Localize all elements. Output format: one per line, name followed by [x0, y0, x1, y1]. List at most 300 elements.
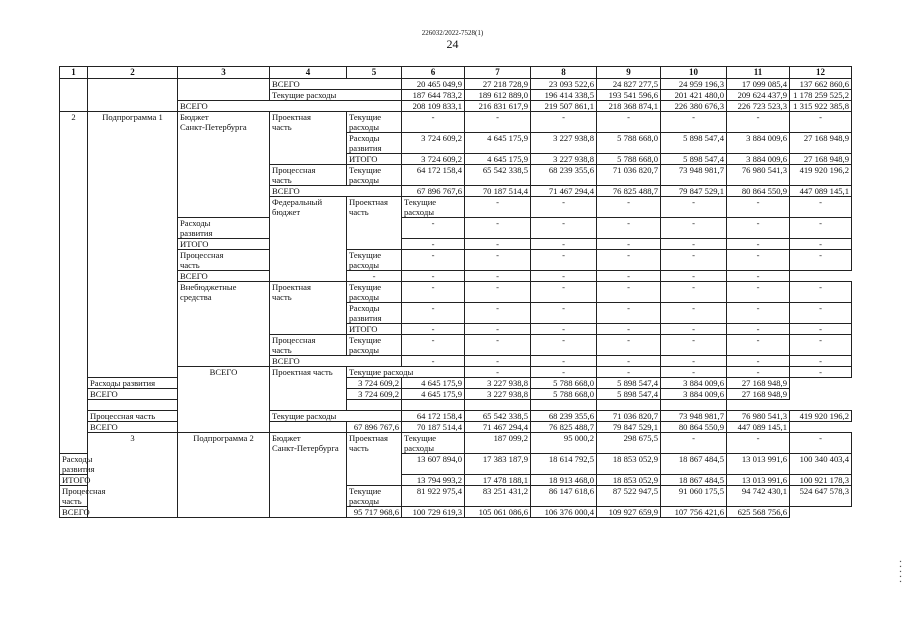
cell-text: - — [431, 303, 435, 313]
table-row — [60, 271, 852, 282]
value-cell — [402, 154, 465, 165]
value-cell — [790, 165, 852, 186]
cell-text: 3 227 938,8 — [487, 378, 528, 388]
cell-text: развития — [62, 464, 95, 474]
value-cell — [402, 422, 465, 433]
cell-text: - — [431, 335, 435, 345]
cell-text: - — [819, 218, 822, 228]
cell-text: - — [692, 335, 695, 345]
value-cell — [531, 475, 597, 486]
value-cell — [465, 165, 531, 186]
cell-text: 76 825 488,7 — [612, 186, 658, 196]
cell-text: - — [431, 218, 435, 228]
cell-text: 13 607 894,0 — [416, 454, 462, 464]
header-row — [60, 67, 852, 79]
cell-text: 79 847 529,1 — [678, 186, 724, 196]
value-cell — [531, 154, 597, 165]
dash-cell — [790, 239, 852, 250]
cell-text: - — [431, 239, 435, 249]
cell-text: 3 724 609,2 — [421, 133, 462, 143]
cell-text: 18 853 052,9 — [612, 454, 658, 464]
value-cell — [727, 101, 790, 112]
cell-text: - — [756, 303, 760, 313]
value-cell — [727, 433, 790, 454]
cell-text: 5 898 547,4 — [683, 133, 724, 143]
cell-text: Бюджет — [272, 433, 301, 443]
cell-text: - — [496, 303, 499, 313]
table-cell — [88, 433, 178, 518]
cell-text: Санкт-Петербурга — [272, 443, 339, 453]
cell-text: 226 380 676,3 — [674, 101, 724, 111]
value-cell — [661, 475, 727, 486]
cell-text: - — [692, 197, 695, 207]
dash-cell — [727, 239, 790, 250]
table-row — [60, 389, 852, 400]
cell-text: 193 541 596,6 — [608, 90, 658, 100]
value-cell — [531, 454, 597, 475]
cell-text: часть — [272, 345, 292, 355]
cell-text: 27 168 948,9 — [741, 389, 787, 399]
table-row — [60, 378, 852, 389]
cell-text: 24 959 196,3 — [678, 79, 724, 89]
value-cell — [661, 486, 727, 507]
cell-text: 3 884 009,6 — [746, 154, 787, 164]
table-row — [60, 367, 852, 378]
cell-text: - — [431, 282, 435, 292]
value-cell — [727, 422, 790, 433]
table-cell — [178, 271, 347, 282]
cell-text: - — [496, 250, 499, 260]
dash-cell — [531, 335, 597, 356]
value-cell — [597, 507, 661, 518]
cell-text: - — [496, 367, 499, 377]
cell-text: 106 376 000,4 — [544, 507, 594, 517]
value-cell — [597, 389, 661, 400]
value-cell — [661, 422, 727, 433]
cell-text: - — [431, 112, 435, 122]
cell-text: - — [692, 271, 695, 281]
dash-cell — [790, 335, 852, 356]
cell-text: - — [756, 239, 760, 249]
value-cell — [465, 186, 531, 197]
cell-text: - — [627, 271, 630, 281]
cell-text: ВСЕГО — [272, 356, 300, 366]
value-cell — [661, 433, 727, 454]
cell-text: 2 — [130, 67, 135, 77]
cell-text: 5 788 668,0 — [617, 133, 658, 143]
dash-cell — [465, 282, 531, 303]
cell-text: ВСЕГО — [62, 507, 90, 517]
cell-text: расходы — [404, 207, 434, 217]
dash-cell — [597, 239, 661, 250]
table-cell — [347, 133, 402, 154]
dash-cell — [402, 356, 465, 367]
cell-text: - — [756, 335, 760, 345]
value-cell — [402, 411, 465, 422]
cell-text: Текущие — [349, 112, 382, 122]
cell-text: 3 884 009,6 — [683, 378, 724, 388]
value-cell — [402, 378, 465, 389]
cell-text: - — [627, 335, 630, 345]
dash-cell — [661, 303, 727, 324]
cell-text: - — [756, 282, 760, 292]
cell-text: - — [496, 239, 499, 249]
cell-text: - — [496, 271, 499, 281]
cell-text: Процессная — [62, 486, 106, 496]
cell-text: 3 227 938,8 — [553, 154, 594, 164]
cell-text: - — [372, 271, 376, 281]
cell-text: 23 093 522,6 — [548, 79, 594, 89]
table-cell — [347, 324, 402, 335]
dash-cell — [402, 112, 465, 133]
value-cell — [465, 454, 531, 475]
table-cell — [402, 433, 465, 454]
cell-text: 226 723 523,3 — [737, 101, 787, 111]
value-cell — [661, 389, 727, 400]
cell-text: 1 315 922 385,8 — [793, 101, 849, 111]
dash-cell — [727, 303, 790, 324]
dash-cell — [597, 282, 661, 303]
value-cell — [727, 90, 790, 101]
cell-text: - — [819, 324, 822, 334]
dash-cell — [402, 282, 465, 303]
cell-text: - — [562, 197, 565, 207]
value-cell — [661, 454, 727, 475]
table-row — [60, 112, 852, 133]
value-cell — [727, 133, 790, 154]
dash-cell — [531, 367, 597, 378]
cell-text: Текущие — [349, 282, 382, 292]
cell-text: 27 168 948,9 — [741, 378, 787, 388]
table-cell — [270, 335, 347, 356]
cell-text: 64 172 158,4 — [416, 165, 462, 175]
value-cell — [597, 186, 661, 197]
cell-text: 68 239 355,6 — [548, 165, 594, 175]
table-cell — [88, 422, 347, 433]
cell-text: - — [562, 367, 565, 377]
dash-cell — [347, 271, 402, 282]
cell-text: - — [756, 112, 760, 122]
cell-text: 100 921 178,3 — [799, 475, 849, 485]
value-cell — [597, 378, 661, 389]
cell-text: 187 644 783,2 — [412, 90, 462, 100]
cell-text: часть — [349, 443, 369, 453]
dash-cell — [661, 112, 727, 133]
cell-text: 5 788 668,0 — [553, 389, 594, 399]
cell-text: 3 724 609,2 — [421, 154, 462, 164]
dash-cell — [465, 324, 531, 335]
table-cell — [347, 197, 402, 250]
cell-text: 201 421 480,0 — [674, 90, 724, 100]
cell-text: 65 542 338,5 — [482, 165, 528, 175]
dash-cell — [661, 367, 727, 378]
cell-text: - — [692, 282, 695, 292]
cell-text: - — [819, 303, 822, 313]
dash-cell — [531, 282, 597, 303]
table-row — [60, 79, 852, 90]
table-row — [60, 101, 852, 112]
dash-cell — [402, 250, 465, 271]
dash-cell — [790, 250, 852, 271]
value-cell — [465, 101, 531, 112]
cell-text: расходы — [349, 175, 379, 185]
cell-text: 79 847 529,1 — [612, 422, 658, 432]
table-row — [60, 250, 852, 271]
cell-text: 71 036 820,7 — [612, 411, 658, 421]
cell-text: Текущие — [404, 197, 437, 207]
cell-text: 95 717 968,6 — [353, 507, 399, 517]
value-cell — [402, 389, 465, 400]
cell-text: - — [431, 250, 435, 260]
table-cell — [270, 186, 402, 197]
value-cell — [347, 507, 402, 518]
cell-text: 189 612 889,0 — [478, 90, 528, 100]
column-header — [402, 67, 465, 79]
column-header — [727, 67, 790, 79]
cell-text: развития — [180, 228, 213, 238]
value-cell — [597, 154, 661, 165]
value-cell — [465, 133, 531, 154]
cell-text: - — [627, 218, 630, 228]
dash-cell — [727, 356, 790, 367]
table-cell — [270, 433, 347, 518]
cell-text: 4 645 175,9 — [421, 389, 462, 399]
value-cell — [727, 486, 790, 507]
value-cell — [531, 79, 597, 90]
cell-text: 216 831 617,9 — [478, 101, 528, 111]
cell-text: - — [562, 112, 565, 122]
value-cell — [402, 101, 465, 112]
dash-cell — [465, 303, 531, 324]
cell-text: 3 — [221, 67, 226, 77]
value-cell — [661, 165, 727, 186]
cell-text: - — [692, 250, 695, 260]
dash-cell — [661, 282, 727, 303]
value-cell — [661, 79, 727, 90]
cell-text: 70 187 514,4 — [482, 186, 528, 196]
dash-cell — [727, 282, 790, 303]
dash-cell — [465, 367, 531, 378]
cell-text: 71 467 294,4 — [548, 186, 594, 196]
value-cell — [597, 411, 661, 422]
cell-text: 65 542 338,5 — [482, 411, 528, 421]
cell-text: - — [562, 282, 565, 292]
cell-text: - — [562, 356, 565, 366]
cell-text: - — [756, 433, 760, 443]
empty-cell — [465, 400, 531, 411]
cell-text: ВСЕГО — [90, 389, 118, 399]
cell-text: - — [756, 324, 760, 334]
value-cell — [402, 165, 465, 186]
table-cell — [270, 367, 347, 411]
cell-text: 6 — [430, 67, 436, 77]
table-row — [60, 433, 852, 454]
cell-text: Текущие — [349, 486, 382, 496]
cell-text: расходы — [349, 345, 379, 355]
table-cell — [178, 239, 270, 250]
cell-text: - — [756, 218, 760, 228]
cell-text: Процессная часть — [90, 411, 156, 421]
cell-text: Подпрограмма 2 — [193, 433, 254, 443]
cell-text: 5 898 547,4 — [683, 154, 724, 164]
value-cell — [661, 411, 727, 422]
cell-text: 76 825 488,7 — [548, 422, 594, 432]
cell-text: 219 507 861,1 — [544, 101, 594, 111]
dash-cell — [531, 250, 597, 271]
cell-text: - — [692, 239, 695, 249]
cell-text: расходы — [349, 122, 379, 132]
cell-text: 86 147 618,6 — [548, 486, 594, 496]
dash-cell — [790, 303, 852, 324]
cell-text: - — [562, 218, 565, 228]
value-cell — [661, 90, 727, 101]
value-cell — [790, 154, 852, 165]
dash-cell — [727, 324, 790, 335]
dash-cell — [402, 324, 465, 335]
value-cell — [727, 389, 790, 400]
cell-text: - — [562, 250, 565, 260]
value-cell — [531, 378, 597, 389]
cell-text: 80 864 550,9 — [741, 186, 787, 196]
column-header — [88, 67, 178, 79]
cell-text: - — [819, 367, 822, 377]
cell-text: 100 340 403,4 — [799, 454, 849, 464]
cell-text: 4 645 175,9 — [487, 133, 528, 143]
cell-text: ИТОГО — [349, 324, 378, 334]
cell-text: Бюджет — [180, 112, 209, 122]
value-cell — [727, 79, 790, 90]
column-header — [790, 67, 852, 79]
value-cell — [597, 422, 661, 433]
cell-text: - — [431, 271, 435, 281]
value-cell — [531, 90, 597, 101]
column-header — [531, 67, 597, 79]
dash-cell — [661, 239, 727, 250]
cell-text: - — [819, 282, 822, 292]
table-cell — [178, 250, 270, 271]
cell-text: 625 568 756,6 — [737, 507, 787, 517]
value-cell — [531, 165, 597, 186]
cell-text: 107 756 421,6 — [674, 507, 724, 517]
cell-text: 18 853 052,9 — [612, 475, 658, 485]
cell-text: 3 884 009,6 — [683, 389, 724, 399]
cell-text: - — [756, 367, 760, 377]
cell-text: 27 218 728,9 — [482, 79, 528, 89]
value-cell — [402, 79, 465, 90]
cell-text: 105 061 086,6 — [478, 507, 528, 517]
cell-text: 9 — [626, 67, 631, 77]
cell-text: ИТОГО — [62, 475, 91, 485]
table-cell — [347, 303, 402, 324]
cell-text: 3 — [130, 433, 135, 443]
value-cell — [727, 411, 790, 422]
cell-text: Текущие — [349, 250, 382, 260]
value-cell — [402, 475, 465, 486]
table-cell — [178, 218, 270, 239]
value-cell — [727, 454, 790, 475]
cell-text: - — [627, 303, 630, 313]
cell-text: Текущие расходы — [272, 90, 337, 100]
dash-cell — [531, 324, 597, 335]
cell-text: - — [819, 112, 822, 122]
cell-text: Текущие расходы — [349, 367, 414, 377]
table-row — [60, 239, 852, 250]
value-cell — [727, 186, 790, 197]
cell-text: - — [496, 218, 499, 228]
cell-text: Подпрограмма 1 — [102, 112, 163, 122]
cell-text: 4 — [305, 67, 311, 77]
table-cell — [270, 197, 347, 282]
cell-text: 83 251 431,2 — [482, 486, 528, 496]
dash-cell — [465, 335, 531, 356]
cell-text: Расходы — [349, 303, 380, 313]
table-row — [60, 218, 852, 239]
dash-cell — [402, 218, 465, 239]
cell-text: - — [756, 271, 760, 281]
cell-text: 91 060 175,5 — [678, 486, 724, 496]
dash-cell — [661, 250, 727, 271]
value-cell — [402, 186, 465, 197]
value-cell — [531, 486, 597, 507]
table-cell — [270, 356, 402, 367]
value-cell — [531, 433, 597, 454]
dash-cell — [531, 112, 597, 133]
table-cell — [60, 475, 91, 486]
cell-text: 13 794 993,2 — [416, 475, 462, 485]
value-cell — [531, 133, 597, 154]
cell-text: 64 172 158,4 — [416, 411, 462, 421]
dash-cell — [531, 197, 597, 218]
cell-text: Расходы — [62, 454, 93, 464]
empty-cell — [402, 400, 465, 411]
cell-text: 109 927 659,9 — [608, 507, 658, 517]
table-cell — [178, 433, 270, 518]
cell-text: - — [692, 112, 695, 122]
table-cell — [178, 79, 270, 101]
dash-cell — [727, 250, 790, 271]
cell-text: 87 522 947,5 — [612, 486, 658, 496]
value-cell — [727, 378, 790, 389]
dash-cell — [597, 112, 661, 133]
value-cell — [402, 90, 465, 101]
cell-text: 95 000,2 — [563, 433, 594, 443]
cell-text: 13 013 991,6 — [741, 454, 787, 464]
value-cell — [465, 389, 531, 400]
dash-cell — [597, 218, 661, 239]
table-cell — [270, 79, 402, 90]
cell-text: Санкт-Петербурга — [180, 122, 247, 132]
cell-text: 17 383 187,9 — [482, 454, 528, 464]
cell-text: Федеральный — [272, 197, 323, 207]
cell-text: 447 089 145,1 — [737, 422, 787, 432]
cell-text: Процессная — [180, 250, 224, 260]
cell-text: Проектная — [349, 197, 388, 207]
cell-text: 419 920 196,2 — [799, 411, 849, 421]
dash-cell — [727, 335, 790, 356]
cell-text: 3 724 609,2 — [358, 378, 399, 388]
cell-text: 218 368 874,1 — [608, 101, 658, 111]
dash-cell — [661, 218, 727, 239]
table-cell — [60, 79, 88, 112]
value-cell — [402, 507, 465, 518]
cell-text: - — [692, 324, 695, 334]
cell-text: 67 896 767,6 — [416, 186, 462, 196]
value-cell — [347, 378, 402, 389]
value-cell — [531, 101, 597, 112]
cell-text: - — [496, 197, 499, 207]
table-cell — [270, 282, 347, 335]
document-number: 226032/2022-7528(1) — [421, 29, 484, 37]
